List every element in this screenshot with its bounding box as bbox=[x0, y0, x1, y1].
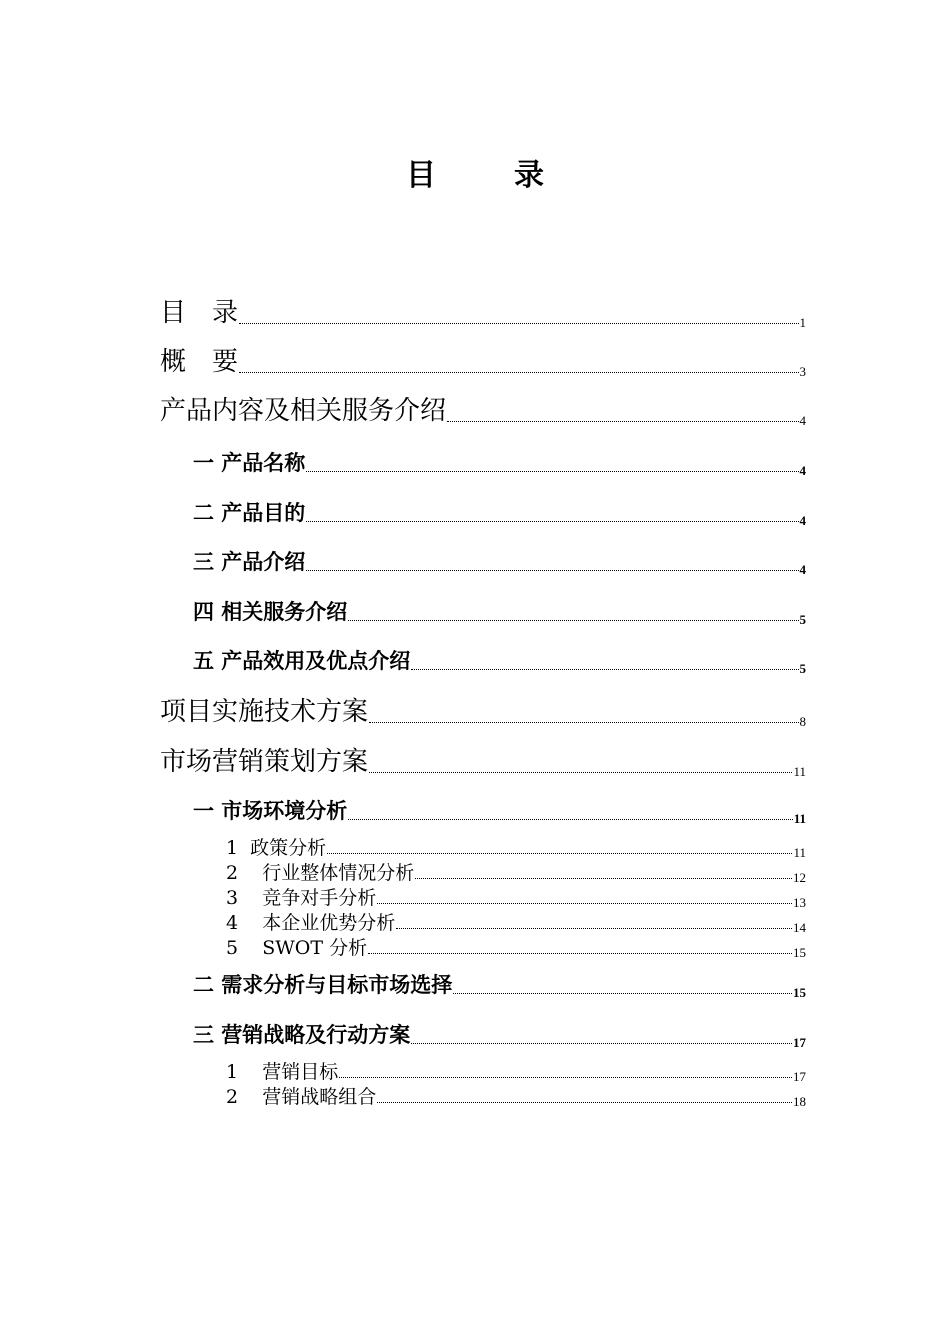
toc-entry-competitor-analysis[interactable] bbox=[226, 886, 806, 910]
toc-leader-dots bbox=[377, 1102, 792, 1103]
toc-entry-product-name[interactable] bbox=[193, 448, 806, 478]
toc-entry-label: 5 SWOT 分析 bbox=[226, 937, 368, 959]
toc-leader-dots bbox=[327, 853, 792, 854]
toc-leader-dots bbox=[369, 772, 792, 773]
toc-leader-dots bbox=[306, 570, 798, 571]
toc-leader-dots bbox=[396, 928, 792, 929]
toc-entry-label: 三 营销战略及行动方案 bbox=[193, 1023, 411, 1047]
toc-page-number: 17 bbox=[793, 1035, 806, 1050]
toc-entry-label: 四 相关服务介绍 bbox=[193, 600, 348, 624]
toc-entry-strategy-mix[interactable] bbox=[226, 1085, 806, 1109]
toc-entry-label: 1 政策分析 bbox=[226, 837, 327, 859]
toc-leader-dots bbox=[453, 993, 792, 994]
toc-leader-dots bbox=[377, 903, 792, 904]
toc-page-number: 11 bbox=[793, 811, 806, 826]
toc-entry-label: 1 营销目标 bbox=[226, 1061, 339, 1083]
toc-entry-demand-analysis[interactable] bbox=[193, 970, 806, 1000]
toc-page-number: 4 bbox=[799, 513, 806, 528]
toc-page-number: 4 bbox=[799, 463, 806, 478]
toc-entry-label: 产品内容及相关服务介绍 bbox=[160, 396, 447, 426]
toc-page-number: 4 bbox=[799, 562, 806, 577]
toc-page-number: 15 bbox=[793, 945, 806, 960]
toc-leader-dots bbox=[306, 521, 798, 522]
toc-entry-summary[interactable] bbox=[160, 345, 806, 379]
toc-leader-dots bbox=[411, 1043, 792, 1044]
toc-leader-dots bbox=[368, 953, 792, 954]
toc-leader-dots bbox=[447, 421, 798, 422]
toc-entry-label: 2 营销战略组合 bbox=[226, 1086, 377, 1108]
toc-page-number: 17 bbox=[793, 1069, 806, 1084]
toc-entry-label: 概 要 bbox=[160, 347, 239, 377]
toc-page-number: 11 bbox=[793, 764, 806, 779]
toc-entry-benefits[interactable] bbox=[193, 646, 806, 676]
toc-leader-dots bbox=[415, 878, 792, 879]
toc-entry-advantage-analysis[interactable] bbox=[226, 911, 806, 935]
toc-entry-label: 二 产品目的 bbox=[193, 501, 306, 525]
toc-page-number: 5 bbox=[799, 661, 806, 676]
toc-entry-marketing-strategy[interactable] bbox=[193, 1020, 806, 1050]
toc-entry-swot-analysis[interactable] bbox=[226, 936, 806, 960]
toc-entry-tech-plan[interactable] bbox=[160, 695, 806, 729]
toc-page-number: 18 bbox=[793, 1094, 806, 1109]
toc-leader-dots bbox=[348, 620, 798, 621]
toc-entry-marketing-plan[interactable] bbox=[160, 745, 806, 779]
toc-entry-label: 三 产品介绍 bbox=[193, 550, 306, 574]
toc-leader-dots bbox=[339, 1077, 792, 1078]
toc-page-number: 13 bbox=[793, 895, 806, 910]
toc-page-number: 1 bbox=[799, 315, 806, 330]
toc-page-number: 11 bbox=[793, 845, 806, 860]
toc-entry-label: 五 产品效用及优点介绍 bbox=[193, 649, 411, 673]
toc-leader-dots bbox=[369, 722, 798, 723]
toc-entry-label: 2 行业整体情况分析 bbox=[226, 862, 415, 884]
toc-entry-label: 一 市场环境分析 bbox=[193, 799, 348, 823]
toc-page-number: 12 bbox=[793, 870, 806, 885]
toc-leader-dots bbox=[239, 323, 798, 324]
toc-entry-contents[interactable] bbox=[160, 296, 806, 330]
toc-entry-label: 市场营销策划方案 bbox=[160, 747, 369, 777]
toc-entry-product-intro[interactable] bbox=[193, 547, 806, 577]
toc-leader-dots bbox=[411, 669, 798, 670]
toc-page-number: 3 bbox=[799, 364, 806, 379]
toc-entry-services[interactable] bbox=[193, 597, 806, 627]
toc-entry-policy-analysis[interactable] bbox=[226, 836, 806, 860]
toc-entry-label: 目 录 bbox=[160, 298, 239, 328]
toc-entry-label: 4 本企业优势分析 bbox=[226, 912, 396, 934]
toc-entry-label: 3 竞争对手分析 bbox=[226, 887, 377, 909]
toc-entry-product-purpose[interactable] bbox=[193, 498, 806, 528]
page-title: 目 录 bbox=[406, 158, 568, 193]
toc-page-number: 15 bbox=[793, 985, 806, 1000]
toc-page-number: 8 bbox=[799, 714, 806, 729]
toc-page-number: 5 bbox=[799, 612, 806, 627]
toc-page-number: 14 bbox=[793, 920, 806, 935]
toc-entry-label: 一 产品名称 bbox=[193, 451, 306, 475]
toc-leader-dots bbox=[239, 372, 798, 373]
toc-leader-dots bbox=[306, 471, 798, 472]
toc-entry-label: 项目实施技术方案 bbox=[160, 697, 369, 727]
toc-entry-marketing-goals[interactable] bbox=[226, 1060, 806, 1084]
toc-entry-industry-analysis[interactable] bbox=[226, 861, 806, 885]
toc-entry-label: 二 需求分析与目标市场选择 bbox=[193, 973, 453, 997]
toc-page-number: 4 bbox=[799, 413, 806, 428]
toc-entry-market-environment[interactable] bbox=[193, 796, 806, 826]
toc-entry-products[interactable] bbox=[160, 394, 806, 428]
toc-leader-dots bbox=[348, 819, 792, 820]
